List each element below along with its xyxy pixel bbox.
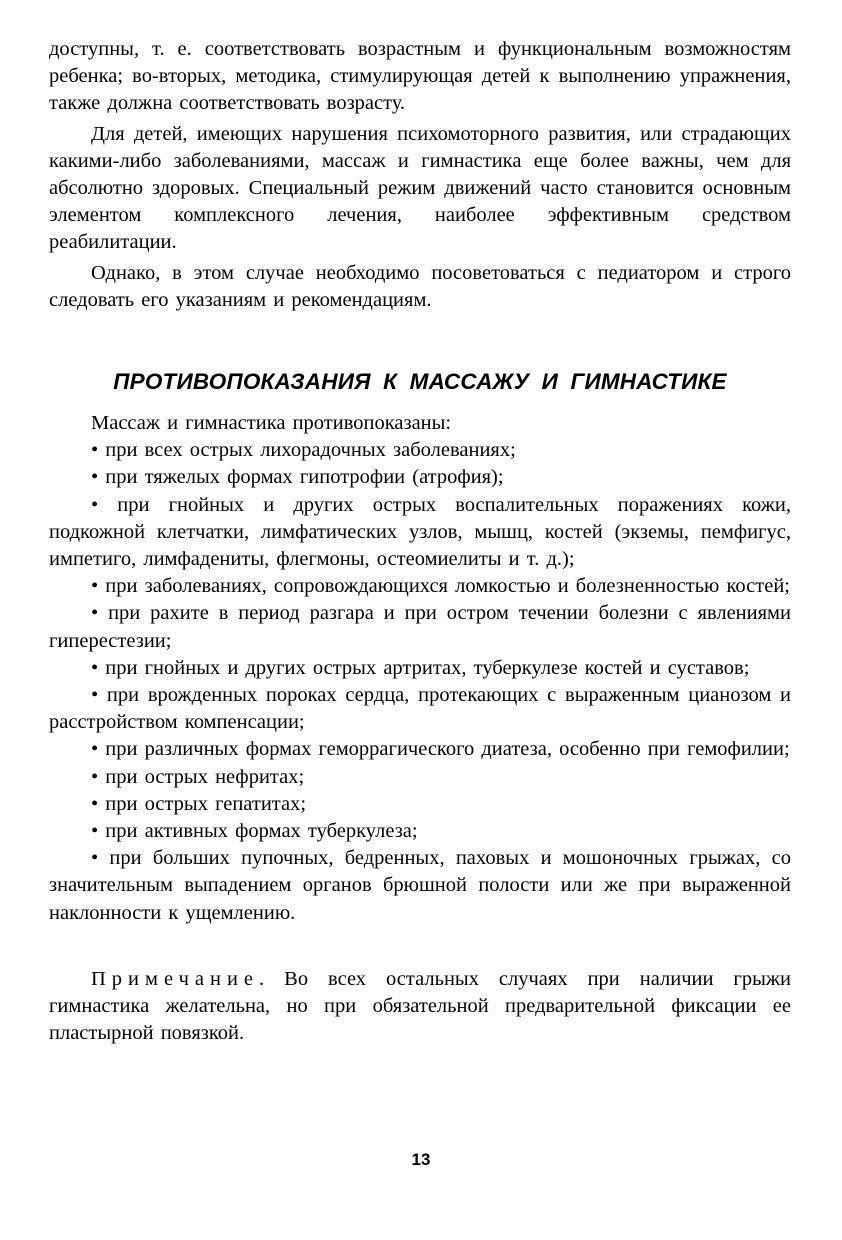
contraindications-list <box>49 437 791 927</box>
note-paragraph <box>49 966 791 1048</box>
page-content <box>49 36 791 1048</box>
list-item: • при больших пупочных, бедренных, паховых и мошоночных грыжах, со значительным выпадением органов брюшной полости или же при выраженной наклонности к ущемлению. <box>49 847 791 924</box>
list-item: • при заболеваниях, сопровождающихся ломкостью и болезненностью костей; <box>91 575 790 598</box>
note-label: Примечание <box>91 967 260 990</box>
list-item: • при острых гепатитах; <box>91 792 307 815</box>
list-item: • при активных формах туберкулеза; <box>91 820 418 843</box>
paragraph-psychomotor: Для детей, имеющих нарушения психомоторного развития, или страдающих какими-либо заболеваниями, массаж и гимнастика еще более важны, чем для абсолютно здоровых. Специальный режим движений часто становится основным элементом комплексного лечения, наиболее эффективным средством реабилитации. <box>49 122 791 254</box>
list-item: • при острых нефритах; <box>91 765 305 788</box>
paragraph-continued: доступны, т. е. соответствовать возрастным и функциональным возможностям ребенка; во-вторых, методика, стимулирующая детей к выполнению упражнения, также должна соответствовать возрасту. <box>49 38 791 115</box>
section-heading: ПРОТИВОПОКАЗАНИЯ К МАССАЖУ И ГИМНАСТИКЕ <box>113 369 727 395</box>
list-item: • при гнойных и других острых воспалительных поражениях кожи, подкожной клетчатки, лимфатических узлов, мышц, костей (экземы, пемфигус, импетиго, лимфадениты, флегмоны, остеомиелиты и т. д.); <box>49 493 791 571</box>
list-item: • при тяжелых формах гипотрофии (атрофия); <box>91 466 504 489</box>
list-item: • при всех острых лихорадочных заболеваниях; <box>91 439 516 462</box>
list-item: • при рахите в период разгара и при остром течении болезни с явлениями гиперестезии; <box>49 602 791 652</box>
list-item: • при гнойных и других острых артритах, туберкулезе костей и суставов; <box>91 656 750 679</box>
list-item: • при различных формах геморрагического диатеза, особенно при гемофилии; <box>91 738 790 761</box>
page-number: 13 <box>411 1150 431 1169</box>
paragraph-pediatrician: Однако, в этом случае необходимо посоветоваться с педиатором и строго следовать его указаниям и рекомендациям. <box>49 261 791 311</box>
contraindications-intro: Массаж и гимнастика противопоказаны: <box>91 412 452 435</box>
list-item: • при врожденных пороках сердца, протекающих с выраженным цианозом и расстройством компенсации; <box>49 684 791 734</box>
note-text: . Во всех остальных случаях при наличии грыжи гимнастика желательна, но при обязательной предварительной фиксации ее пластырной повязкой. <box>49 967 791 1045</box>
